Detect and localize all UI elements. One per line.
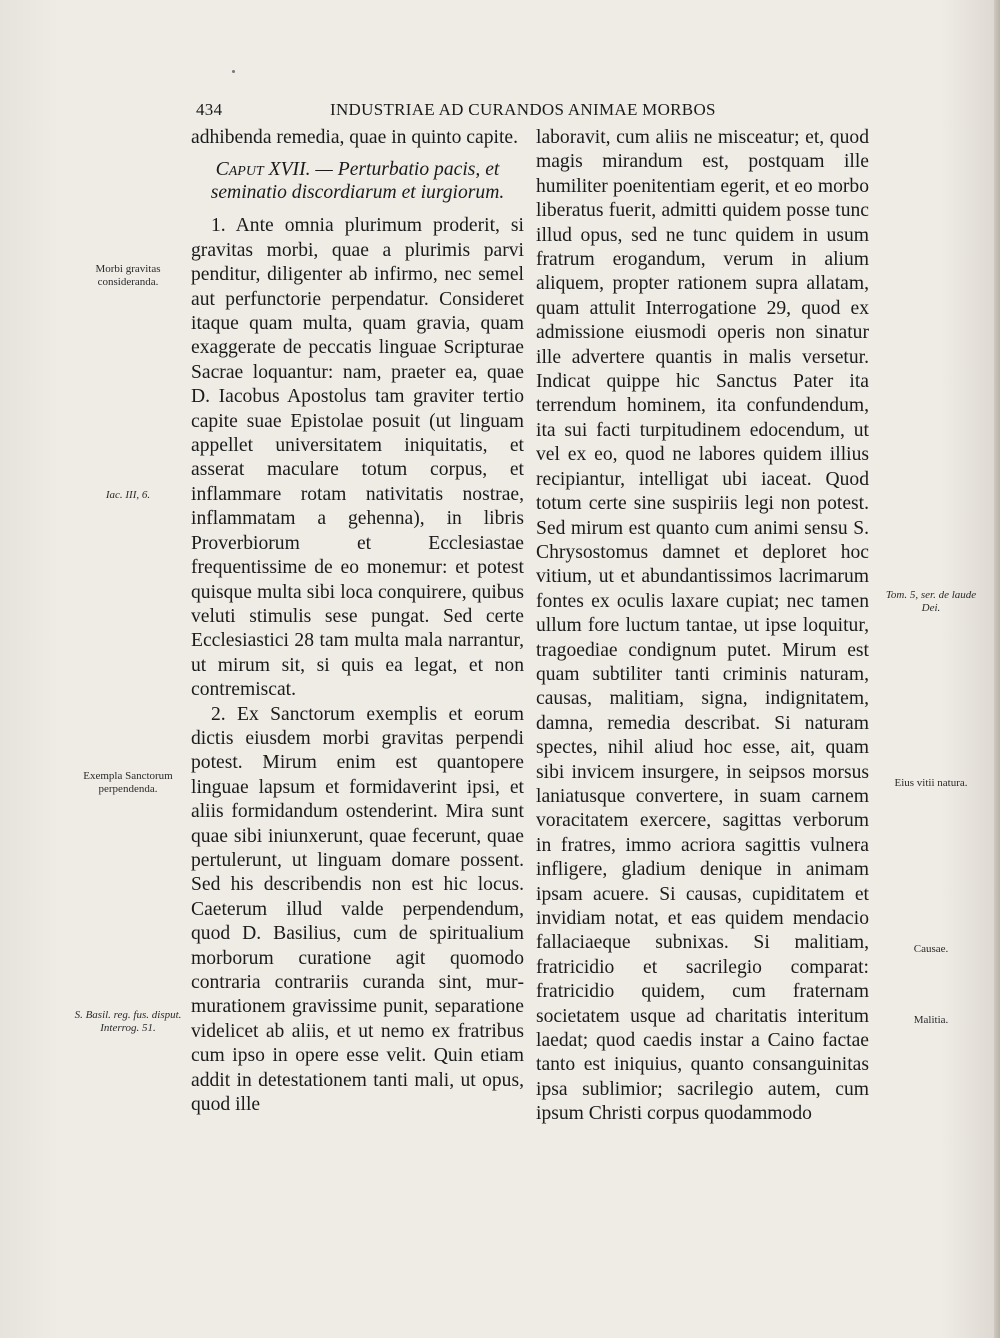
- margin-note-exempla-sanctorum: Exempla Sanctorum perpendenda.: [83, 770, 173, 795]
- margin-note-malitia: Malitia.: [913, 1014, 949, 1026]
- margin-note-basil-ref: S. Basil. reg. fus. disput. Interrog. 51.: [74, 1009, 182, 1034]
- right-column: [536, 126, 869, 1127]
- page-number: 434: [196, 100, 223, 119]
- chapter-title: — Perturbatio pacis, et seminatio discordiarum et iurgiorum.: [210, 159, 505, 204]
- printer-mark: [232, 70, 235, 73]
- margin-note-iacobus-ref: Iac. III, 6.: [105, 489, 151, 501]
- left-column: [191, 126, 524, 1117]
- chapter-heading: [191, 158, 524, 204]
- page-header: [196, 100, 882, 122]
- chapter-label: Caput XVII.: [215, 159, 311, 181]
- margin-note-causae: Causae.: [913, 943, 949, 955]
- page-edge: [994, 0, 1000, 1338]
- right-column-text: laboravit, cum aliis ne misceatur; et, quod magis mirandum est, postquam ille humiliter poenitentiam egerit, et eo morbo liberatus fuerit, admitti quidem posse tunc illud opus, sed ne tunc quidem in usum fratrum erogandum, verum in alium aliquem, propter rationem supra allatam, quam attulit Interrogatione 29, quod ex admissione eiusmodi operis non sinatur ille advertere quantis in malis versetur. Indicat quippe hic Sanctus Pater ita terrendum hominem, ita confundendum, ita sui facti turpitudinem edocendum, ut vel ex eo, quod ne labores quidem illius recipiantur, intelligat ubi iaceat. Quod totum certe sine suspiriis legi non potest. Sed mirum est quanto cum animi sensu S. Chrysostomus damnet et deploret hoc vitium, ut et abundantissimos lacrimarum fontes ex oculis laxare cupiat; nec tamen ullum fore luctum tantae, ut ipse loquitur, tragoediae condignum putet. Mirum est quam subtiliter tanti criminis naturam, causas, malitiam, signa, indignitatem, damna, remedia describat. Si naturam spectes, nihil aliud hoc esse, ait, quam sibi invicem insurgere, in seipsos morsus laniatusque convertere, in suam carnem voracitatem exercere, sagittas verborum in fratres, immo acriora sagittis vulnera infligere, gladium denique in animam ipsam acuere. Si causas, cupiditatem et invidiam notat, et eas quidem mendacio fallaciaeque subnixas. Si malitiam, fratricidio et sacrilegio comparat: fratricidio quidem, cum fraternam societatem usque ad charitatis interitum laedat; quod caedis instar a Caino factae tanto est iniquius, quanto consanguinitas ipsa sublimior; sacrilegio autem, cum ipsum Christi corpus quodammodo: [536, 127, 869, 1125]
- opening-text: adhibenda remedia, quae in quinto capite.: [191, 127, 518, 148]
- paragraph-2: 2. Ex Sanctorum exemplis et eorum dictis eiusdem morbi gravitas perpendi potest. Mirum enim est quantopere linguae lapsum et formidaverint ipsi, et aliis formidandum ostenderint. Mira sunt quae sibi iniunxerunt, quae fecerunt, quae pertulerunt, ut linguam domare possent. Sed his describendis non est hic locus. Caeterum illud valde perpendendum, quod D. Basilius, cum de spiritualium morborum curatione agit quomodo contraria contrariis curanda sint, murmurationem gravissime punit, separatione videlicet ab aliis, et ut nemo ex fratribus cum ipso in opere esse velit. Quin etiam addit in detestationem tanti mali, ut opus, quod ille: [191, 703, 524, 1116]
- running-title: INDUSTRIAE AD CURANDOS ANIMAE MORBOS: [330, 100, 716, 119]
- margin-note-morbi-gravitas: Morbi gravitas consideranda.: [95, 263, 161, 288]
- paragraph-1: 1. Ante omnia plurimum proderit, si gravitas morbi, quae a plurimis parvi penditur, diligenter ab infirmo, nec semel aut perfunctorie perpendatur. Consideret itaque quam multa, quam gravia, quam exaggerate de peccatis linguae Scripturae Sacrae loquantur: nam, praeter ea, quae D. Iacobus Apostolus tam graviter tertio capite suae Epistolae posuit (ut linguam appellet universitatem iniquitatis, et asserat maculare totum corpus, et inflammare rotam nativitatis nostrae, inflammatam a gehenna), in libris Proverbiorum et Ecclesiastae frequentissime de eo monemur: et potest quisque multa sibi loca conquirere, quibus veluti stimulis sese pungat. Sed certe Ecclesiastici 28 tam multa mala narrantur, ut mirum sit, si quis ea legat, et non contremiscat.: [191, 215, 524, 701]
- margin-note-chrysostom-ref: Tom. 5, ser. de laude Dei.: [885, 589, 977, 614]
- margin-note-vitii-natura: Eius vitii natura.: [894, 777, 968, 789]
